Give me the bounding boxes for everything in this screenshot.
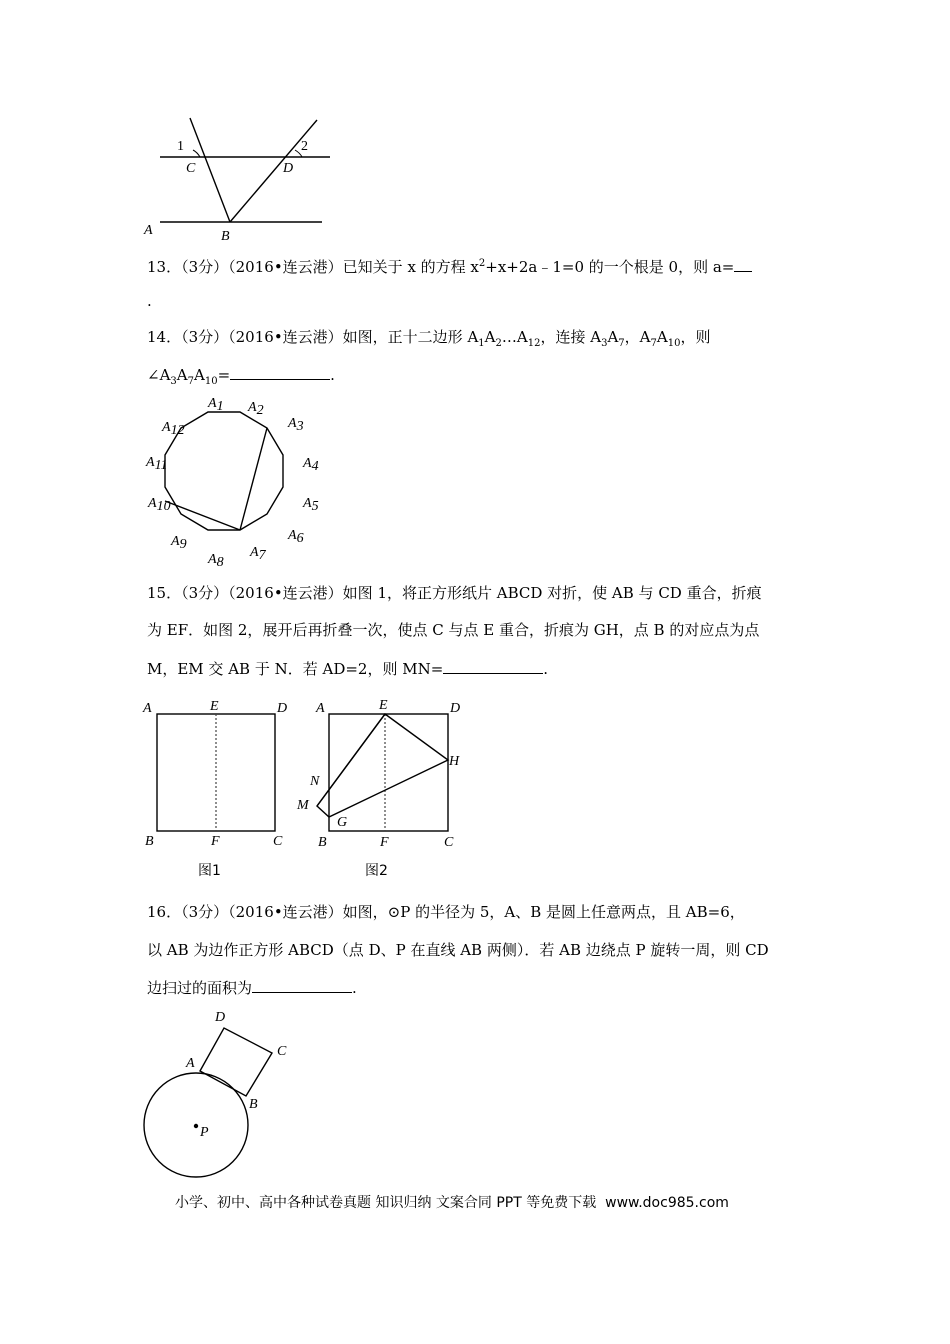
sentence-end: . xyxy=(543,660,549,678)
label-D: D xyxy=(450,701,461,716)
folded-quad xyxy=(317,714,448,817)
subscript: 1 xyxy=(478,338,485,349)
label-A: A xyxy=(316,701,325,716)
answer-blank[interactable] xyxy=(230,364,330,380)
question-score: （3分） xyxy=(181,258,229,276)
question-source: （2016•连云港） xyxy=(228,258,343,276)
label-A: A xyxy=(186,1056,195,1071)
question-score: （3分） xyxy=(181,328,229,346)
subscript: 3 xyxy=(170,376,177,387)
question-16-line1 xyxy=(147,902,745,922)
label-A3: A3 xyxy=(288,416,304,434)
footer-link[interactable]: www.doc985.com xyxy=(605,1195,729,1211)
center-dot xyxy=(194,1124,198,1128)
question-text: …A xyxy=(501,328,528,346)
question-text: +x+2a﹣1=0 的一个根是 0，则 a= xyxy=(485,258,735,276)
line-em xyxy=(317,714,385,806)
question-text: ，A xyxy=(624,328,651,346)
label-A8: A8 xyxy=(208,552,224,568)
question-text: A xyxy=(607,328,619,346)
figure-q12 xyxy=(135,110,345,242)
label-2: 2 xyxy=(301,139,308,154)
sentence-end: . xyxy=(147,292,152,310)
figure-2-caption: 图2 xyxy=(365,863,388,879)
label-C: C xyxy=(277,1044,287,1059)
question-13-line2 xyxy=(147,291,152,311)
label-A4: A4 xyxy=(303,456,319,474)
question-number: 13． xyxy=(147,258,182,276)
question-14-line1 xyxy=(147,327,710,354)
subscript: 3 xyxy=(601,338,608,349)
question-score: （3分） xyxy=(181,584,229,602)
label-D: D xyxy=(277,701,288,716)
label-A9: A9 xyxy=(171,534,187,552)
figure-q14-dodecagon xyxy=(140,393,330,568)
question-text: A xyxy=(484,328,496,346)
square-abcd xyxy=(200,1028,272,1096)
footer-text: 小学、初中、高中各种试卷真题 知识归纳 文案合同 PPT 等免费下载 xyxy=(175,1195,597,1211)
question-text: 如图，⊙P 的半径为 5，A、B 是圆上任意两点，且 AB=6， xyxy=(342,903,745,921)
angle-expression: ∠A xyxy=(147,366,171,384)
question-number: 14． xyxy=(147,328,182,346)
question-number: 16． xyxy=(147,903,182,921)
superscript: 2 xyxy=(478,258,486,269)
label-F: F xyxy=(211,834,220,849)
label-N: N xyxy=(310,774,320,789)
question-text: ，则 xyxy=(680,328,711,346)
label-A: A xyxy=(143,701,152,716)
question-score: （3分） xyxy=(181,903,229,921)
label-C: C xyxy=(273,834,283,849)
subscript: 2 xyxy=(495,338,502,349)
angle-expression: A xyxy=(176,366,188,384)
question-source: （2016•连云港） xyxy=(228,328,343,346)
question-13-line1 xyxy=(147,254,752,277)
vertex-labels xyxy=(145,396,319,568)
label-A2: A2 xyxy=(248,400,264,418)
angle1-arc xyxy=(193,150,200,157)
sentence-end: . xyxy=(352,979,357,997)
figure-1-caption: 图1 xyxy=(198,863,221,879)
subscript: 7 xyxy=(618,338,625,349)
subscript: 10 xyxy=(204,376,218,387)
answer-blank[interactable] xyxy=(252,977,352,993)
label-D: D xyxy=(283,161,294,176)
square-abcd xyxy=(329,714,448,831)
question-text: 如图，正十二边形 A xyxy=(342,328,479,346)
figure-1 xyxy=(142,699,287,879)
question-16-line3 xyxy=(147,977,357,998)
question-text: 边扫过的面积为 xyxy=(147,979,253,997)
label-D: D xyxy=(215,1010,226,1025)
diagonal-a3a7 xyxy=(240,428,267,530)
label-C: C xyxy=(444,835,454,850)
label-B: B xyxy=(221,229,230,242)
question-15-line2 xyxy=(147,620,759,640)
label-E: E xyxy=(379,698,388,713)
question-text: 如图 1，将正方形纸片 ABCD 对折，使 AB 与 CD 重合，折痕 xyxy=(342,584,762,602)
sentence-end: . xyxy=(330,366,335,384)
angle-expression: = xyxy=(217,366,231,384)
question-16-line2 xyxy=(147,940,769,960)
figure-q16 xyxy=(138,1005,298,1185)
label-A1: A1 xyxy=(208,396,224,414)
question-number: 15． xyxy=(147,584,182,602)
subscript: 10 xyxy=(667,338,681,349)
label-C: C xyxy=(186,161,196,176)
question-15-line3 xyxy=(147,658,548,679)
label-A10: A10 xyxy=(148,496,171,514)
question-15-line1 xyxy=(147,583,762,603)
label-B: B xyxy=(145,834,154,849)
line-cb xyxy=(190,118,230,222)
figure-2 xyxy=(296,698,460,879)
label-A11: A11 xyxy=(146,455,168,473)
question-text: 已知关于 x 的方程 x xyxy=(342,258,479,276)
label-A6: A6 xyxy=(288,528,304,546)
question-text: ，连接 A xyxy=(540,328,602,346)
diagonal-a7a10 xyxy=(165,501,240,530)
label-1: 1 xyxy=(177,139,184,154)
label-A5: A5 xyxy=(303,496,319,514)
subscript: 7 xyxy=(650,338,657,349)
angle-expression: A xyxy=(194,366,205,384)
answer-blank[interactable] xyxy=(443,658,543,674)
subscript: 12 xyxy=(527,338,541,349)
label-E: E xyxy=(210,699,219,714)
question-14-line2 xyxy=(147,364,335,392)
line-db xyxy=(230,120,317,222)
question-text: A xyxy=(656,328,668,346)
label-A7: A7 xyxy=(250,545,266,563)
label-P: P xyxy=(200,1125,209,1140)
figure-q15 xyxy=(140,695,470,885)
question-source: （2016•连云港） xyxy=(228,584,343,602)
question-text: 以 AB 为边作正方形 ABCD（点 D、P 在直线 AB 两侧）．若 AB 边绕点 P 旋转一周，则 CD xyxy=(147,941,769,959)
label-A: A xyxy=(144,223,153,238)
label-M: M xyxy=(297,798,309,813)
label-H: H xyxy=(449,754,460,769)
subscript: 7 xyxy=(187,376,194,387)
label-B: B xyxy=(249,1097,258,1112)
label-A12: A12 xyxy=(162,420,185,438)
label-G: G xyxy=(337,815,348,830)
question-text: M，EM 交 AB 于 N．若 AD=2，则 MN= xyxy=(147,660,444,678)
question-text: 为 EF．如图 2，展开后再折叠一次，使点 C 与点 E 重合，折痕为 GH，点 B 的对应点为点 xyxy=(147,621,760,639)
footer-banner xyxy=(175,1192,729,1212)
question-source: （2016•连云港） xyxy=(228,903,343,921)
label-F: F xyxy=(380,835,389,850)
answer-blank[interactable] xyxy=(734,256,752,272)
label-B: B xyxy=(318,835,327,850)
